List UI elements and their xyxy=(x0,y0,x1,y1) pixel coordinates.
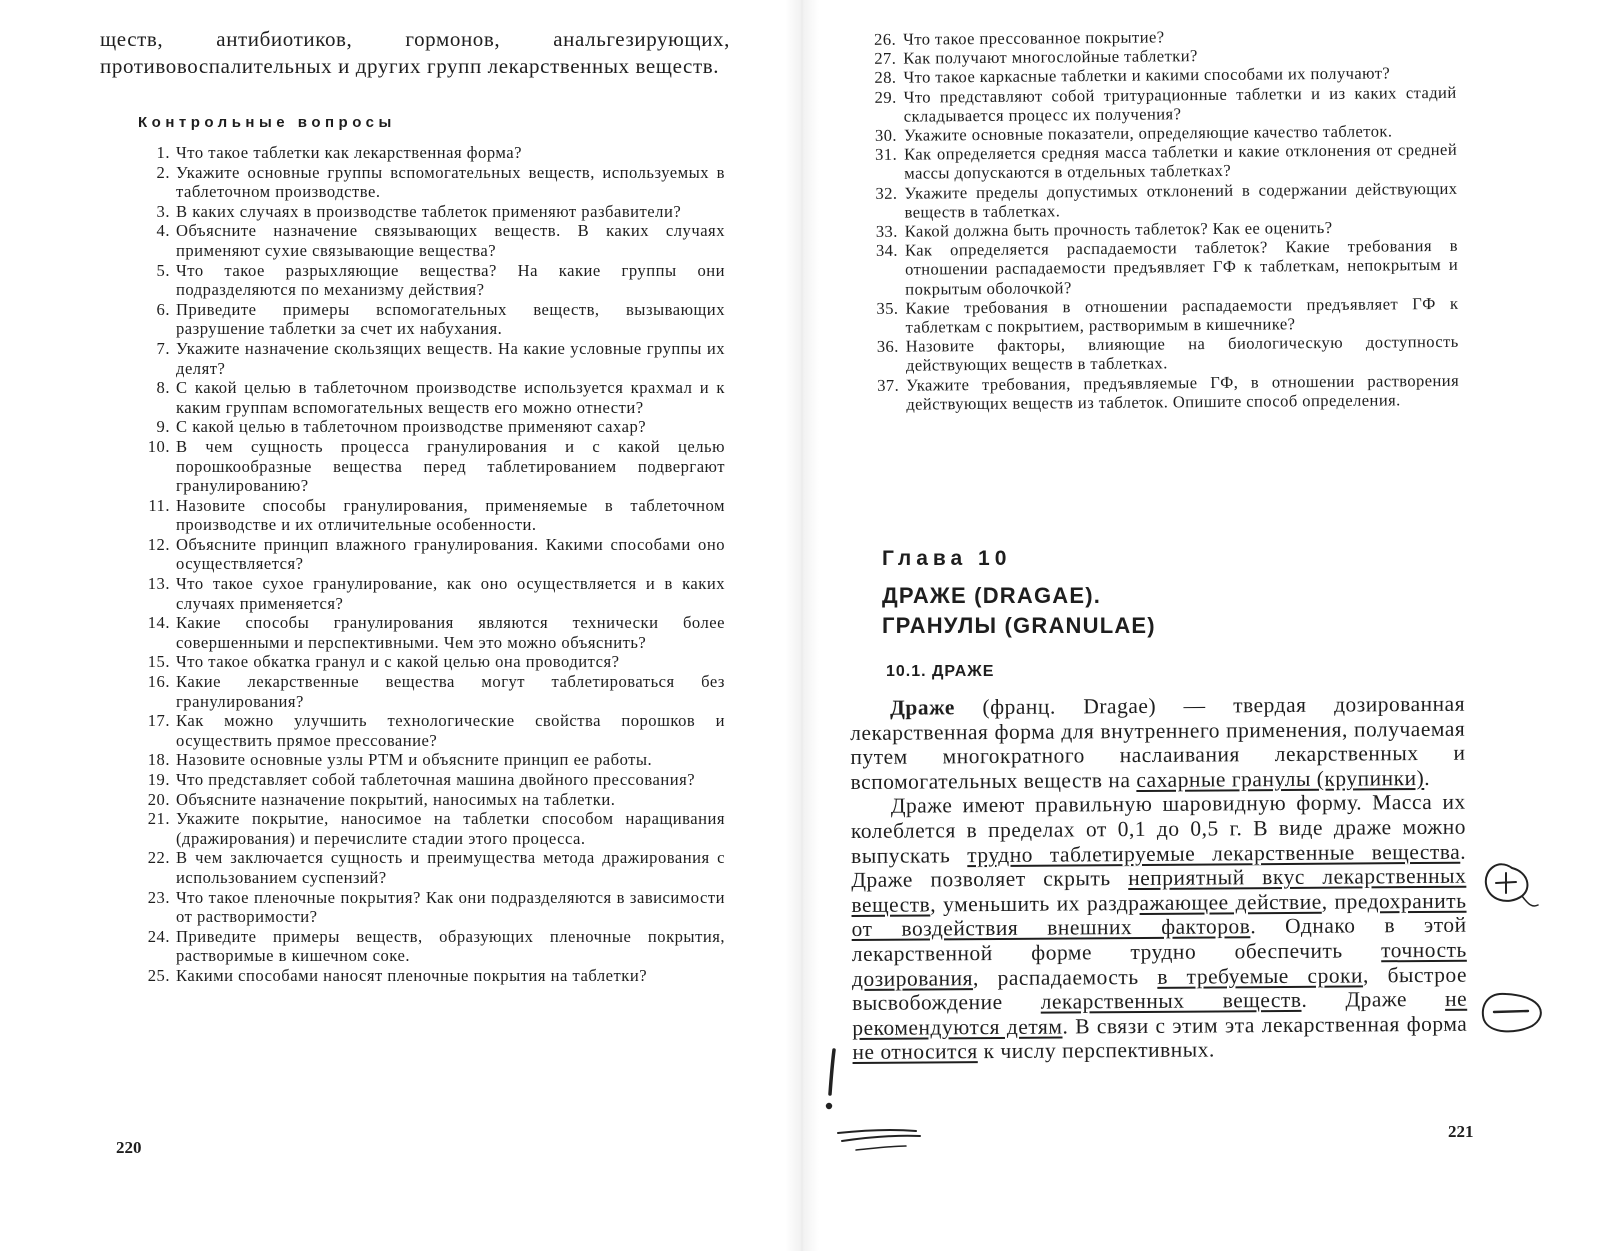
question-number: 11. xyxy=(148,495,170,515)
question-item xyxy=(140,790,725,810)
question-text: Что представляют собой тритурационные таблетки и из каких стадий складывается процесс их получения? xyxy=(903,82,1457,126)
question-text: Что такое прессованное покрытие? xyxy=(902,27,1165,49)
question-text: В каких случаях в производстве таблеток применяют разбавители? xyxy=(176,201,682,221)
paragraph-text: Драже имеют правильную шаровидную форму. Масса их колеблется в пределах от 0,1 до 0,5 г. В виде драже можно выпускать xyxy=(850,790,1467,868)
question-text: Как определяется средняя масса таблетки и какие отклонения от средней массы допускаются в отдельных таблетках? xyxy=(904,140,1458,184)
section-heading: 10.1. ДРАЖЕ xyxy=(886,663,995,680)
paragraph-text: . Драже xyxy=(1301,986,1446,1012)
paragraph-text: , распадаемость xyxy=(972,964,1158,990)
intro-text: ществ, антибиотиков, гормонов, анальгезирующих, противовоспалительных и других групп лекарственных веществ. xyxy=(100,27,730,78)
question-number: 7. xyxy=(156,338,170,358)
question-text: Как можно улучшить технологические свойства порошков и осуществить прямое прессование? xyxy=(176,711,725,750)
question-number: 15. xyxy=(147,652,170,672)
paragraph-properties xyxy=(851,790,1468,1065)
question-number: 21. xyxy=(147,809,170,829)
question-text: Приведите примеры вспомогательных веществ, вызывающих разрушение таблетки за счет их набухания. xyxy=(176,299,725,339)
question-number: 28. xyxy=(874,68,897,88)
question-text: Что такое каркасные таблетки и какими способами их получают? xyxy=(903,63,1391,88)
question-number: 32. xyxy=(875,183,898,203)
underlined-text: не относится xyxy=(852,1039,978,1065)
question-number: 14. xyxy=(147,613,170,633)
question-number: 17. xyxy=(147,711,170,731)
question-number: 6. xyxy=(156,299,170,319)
question-text: Укажите назначение скользящих веществ. На какие условные группы их делят? xyxy=(176,338,725,378)
page-number-right: 221 xyxy=(1448,1122,1474,1141)
question-number: 33. xyxy=(875,221,898,241)
control-questions-heading: Контрольные вопросы xyxy=(138,114,396,131)
question-text: Назовите основные узлы РТМ и объясните принцип ее работы. xyxy=(176,750,653,770)
question-item xyxy=(140,966,725,986)
underlined-text: неприятный вкус лекарственных веществ xyxy=(851,863,1467,917)
plus-circle-mark xyxy=(1486,864,1538,906)
question-item xyxy=(140,809,725,848)
question-item xyxy=(869,332,1459,376)
question-item xyxy=(140,261,725,300)
question-text: Укажите основные показатели, определяющие качество таблеток. xyxy=(903,121,1393,145)
chapter-label: Глава 10 xyxy=(882,547,1012,570)
question-text: Что такое разрыхляющие вещества? На какие группы они подразделяются по механизму действия? xyxy=(176,260,725,300)
question-text: С какой целью в таблеточном производстве применяют сахар? xyxy=(176,417,647,437)
question-number: 16. xyxy=(147,672,170,692)
chapter-title-line1: ДРАЖЕ (DRAGAE). xyxy=(882,583,1102,608)
question-text: Объясните назначение связывающих веществ. В каких случаях применяют сухие связывающие вещества? xyxy=(176,221,725,260)
question-item xyxy=(140,711,725,750)
term-dragee: Драже xyxy=(889,695,956,720)
question-number: 9. xyxy=(156,417,170,437)
question-number: 24. xyxy=(147,926,170,946)
question-number: 18. xyxy=(147,750,170,770)
question-text: Какие способы гранулирования являются технически более совершенными и перспективными. Чем это можно объяснить? xyxy=(176,613,725,652)
question-item xyxy=(140,613,725,652)
question-text: Назовите способы гранулирования, применяемые в таблеточном производстве и их отличительные особенности. xyxy=(176,495,725,535)
question-text: Объясните назначение покрытий, наносимых на таблетки. xyxy=(176,789,616,809)
question-number: 36. xyxy=(876,336,899,357)
question-number: 29. xyxy=(874,87,897,107)
question-text: В чем заключается сущность и преимущества метода дражирования с использованием суспензий? xyxy=(176,848,725,887)
question-number: 23. xyxy=(147,887,170,907)
question-text: Что такое обкатка гранул и с какой целью она проводится? xyxy=(176,652,620,672)
underlined-text: не рекомендуются детям xyxy=(852,986,1468,1040)
question-text: Что такое таблетки как лекарственная форма? xyxy=(176,143,522,162)
question-item xyxy=(140,496,725,535)
question-number: 20. xyxy=(147,789,170,809)
question-number: 31. xyxy=(875,144,898,165)
left-question-list xyxy=(140,143,725,986)
underlined-text: дохранить от воздействия внешних факторов xyxy=(851,888,1467,942)
question-text: Укажите основные группы вспомогательных веществ, используемых в таблеточном производстве. xyxy=(176,162,725,202)
paragraph-text: , быстрое высвобождение xyxy=(852,962,1468,1016)
question-text: Что представляет собой таблеточная машина двойного прессования? xyxy=(176,770,696,789)
question-text: Приведите примеры веществ, образующих пленочные покрытия, растворимые в кишечном соке. xyxy=(176,926,725,966)
question-number: 5. xyxy=(156,260,170,280)
question-item xyxy=(869,370,1459,414)
question-item xyxy=(140,888,725,927)
question-item xyxy=(140,652,725,672)
question-text: Какие требования в отношении распадаемости предъявляет ГФ к таблеткам с покрытием, растворимым в кишечнике? xyxy=(905,293,1459,337)
underlined-text: ажающее действие xyxy=(1139,889,1322,915)
question-text: Объясните принцип влажного гранулирования. Какими способами оно осуществляется? xyxy=(176,534,725,574)
question-item xyxy=(867,140,1457,184)
question-text: Какими способами наносят пленочные покрытия на таблетки? xyxy=(176,965,648,985)
question-text: Укажите пределы допустимых отклонений в содержании действующих веществ в таблетках. xyxy=(904,178,1458,222)
question-number: 1. xyxy=(156,143,170,162)
question-text: Назовите факторы, влияющие на биологическую доступность действующих веществ в таблетках. xyxy=(905,332,1459,376)
paragraph-definition xyxy=(850,692,1466,795)
question-text: Как определяется распадаемости таблеток? Какие требования в отношении распадаемости предъявляет ГФ к таблеткам, непокрытым и покрытым оболочкой? xyxy=(904,236,1459,299)
question-number: 8. xyxy=(156,378,170,398)
question-item xyxy=(140,437,725,496)
question-number: 25. xyxy=(147,965,170,985)
underlined-text: точность дозирования xyxy=(851,937,1467,991)
question-item xyxy=(140,848,725,887)
question-number: 4. xyxy=(156,221,170,241)
underlined-text: сахарные гранулы (крупинки) xyxy=(1136,765,1425,792)
paragraph-text: . В связи с этим эта лекарственная форма xyxy=(1062,1011,1468,1039)
question-number: 12. xyxy=(147,534,170,554)
question-text: Какие лекарственные вещества могут таблетироваться без гранулирования? xyxy=(176,672,725,711)
question-number: 34. xyxy=(875,240,899,261)
question-item xyxy=(140,202,725,222)
paragraph-text: (франц. Dragae) — твердая дозированная лекарственная форма для внутреннего применения, получаемая путем многократного наслаивания лекарственных и вспомогательных веществ на xyxy=(850,691,1466,794)
right-question-list xyxy=(866,25,1459,414)
minus-mark: — xyxy=(1504,1016,1505,1017)
question-item xyxy=(140,770,725,790)
question-number: 27. xyxy=(874,48,897,69)
question-item xyxy=(140,143,725,163)
question-number: 35. xyxy=(876,298,899,318)
question-text: С какой целью в таблеточном производстве используется крахмал и к каким группам вспомогательных веществ его можно отнести? xyxy=(176,378,725,417)
question-number: 19. xyxy=(147,770,170,789)
question-item xyxy=(868,236,1458,299)
minus-circle-mark xyxy=(1483,994,1541,1032)
question-text: Какой должна быть прочность таблеток? Как ее оценить? xyxy=(904,217,1333,241)
question-item xyxy=(140,574,725,613)
right-page xyxy=(800,0,1601,1251)
question-number: 3. xyxy=(156,201,170,221)
paragraph-text: . Однако в этой лекарственной форме трудно обеспечить xyxy=(851,913,1467,966)
underlined-text: лекарственных веществ xyxy=(1040,987,1302,1014)
paragraph-text: , уменьшить их раздр xyxy=(930,890,1140,917)
question-number: 26. xyxy=(874,29,897,49)
chapter-header xyxy=(882,547,1156,641)
question-text: Укажите покрытие, наносимое на таблетки способом наращивания (дражирования) и перечислите стадии этого процесса. xyxy=(176,809,725,848)
paragraph-text: к числу перспективных. xyxy=(977,1037,1215,1064)
question-number: 2. xyxy=(156,162,170,182)
question-item xyxy=(140,300,725,339)
question-text: Как получают многослойные таблетки? xyxy=(903,46,1198,68)
question-number: 37. xyxy=(877,375,900,395)
question-item xyxy=(140,339,725,378)
page-number-left: 220 xyxy=(116,1138,142,1157)
question-text: Что такое пленочные покрытия? Как они подразделяются в зависимости от растворимости? xyxy=(176,887,725,927)
question-item xyxy=(140,927,725,966)
chapter-title-line2: ГРАНУЛЫ (GRANULAE) xyxy=(882,613,1156,638)
question-item xyxy=(140,378,725,417)
left-page xyxy=(0,0,800,1251)
question-number: 30. xyxy=(874,125,898,145)
exclamation-mark xyxy=(827,1050,834,1108)
question-item xyxy=(140,417,725,437)
question-text: Что такое сухое гранулирование, как оно осуществляется и в каких случаях применяется? xyxy=(176,574,725,613)
question-number: 10. xyxy=(147,436,170,456)
question-text: Укажите требования, предъявляемые ГФ, в отношении растворения действующих веществ из таблеток. Опишите способ определения. xyxy=(906,370,1460,414)
question-item xyxy=(867,82,1457,126)
question-item xyxy=(140,163,725,202)
paragraph-text: , пре xyxy=(1321,889,1368,914)
question-item xyxy=(868,294,1458,338)
question-item xyxy=(140,535,725,574)
question-item xyxy=(140,672,725,711)
plus-mark: + xyxy=(1499,889,1500,890)
question-item xyxy=(867,178,1457,222)
question-item xyxy=(140,221,725,260)
question-number: 13. xyxy=(147,574,170,594)
paragraph-text: . xyxy=(1424,765,1431,790)
question-number: 22. xyxy=(147,848,170,868)
question-text: В чем сущность процесса гранулирования и с какой целью порошкообразные вещества перед таблетированием подвергают гранулированию? xyxy=(176,436,725,496)
paragraph-text: . Драже позволяет скрыть xyxy=(851,839,1467,893)
double-underline-scribble xyxy=(838,1130,920,1150)
question-item xyxy=(140,750,725,770)
chapter-body xyxy=(850,692,1468,1065)
underlined-text: в требуемые сроки xyxy=(1157,962,1364,989)
underlined-text: трудно таблетируемые лекарственные вещества xyxy=(967,839,1461,867)
